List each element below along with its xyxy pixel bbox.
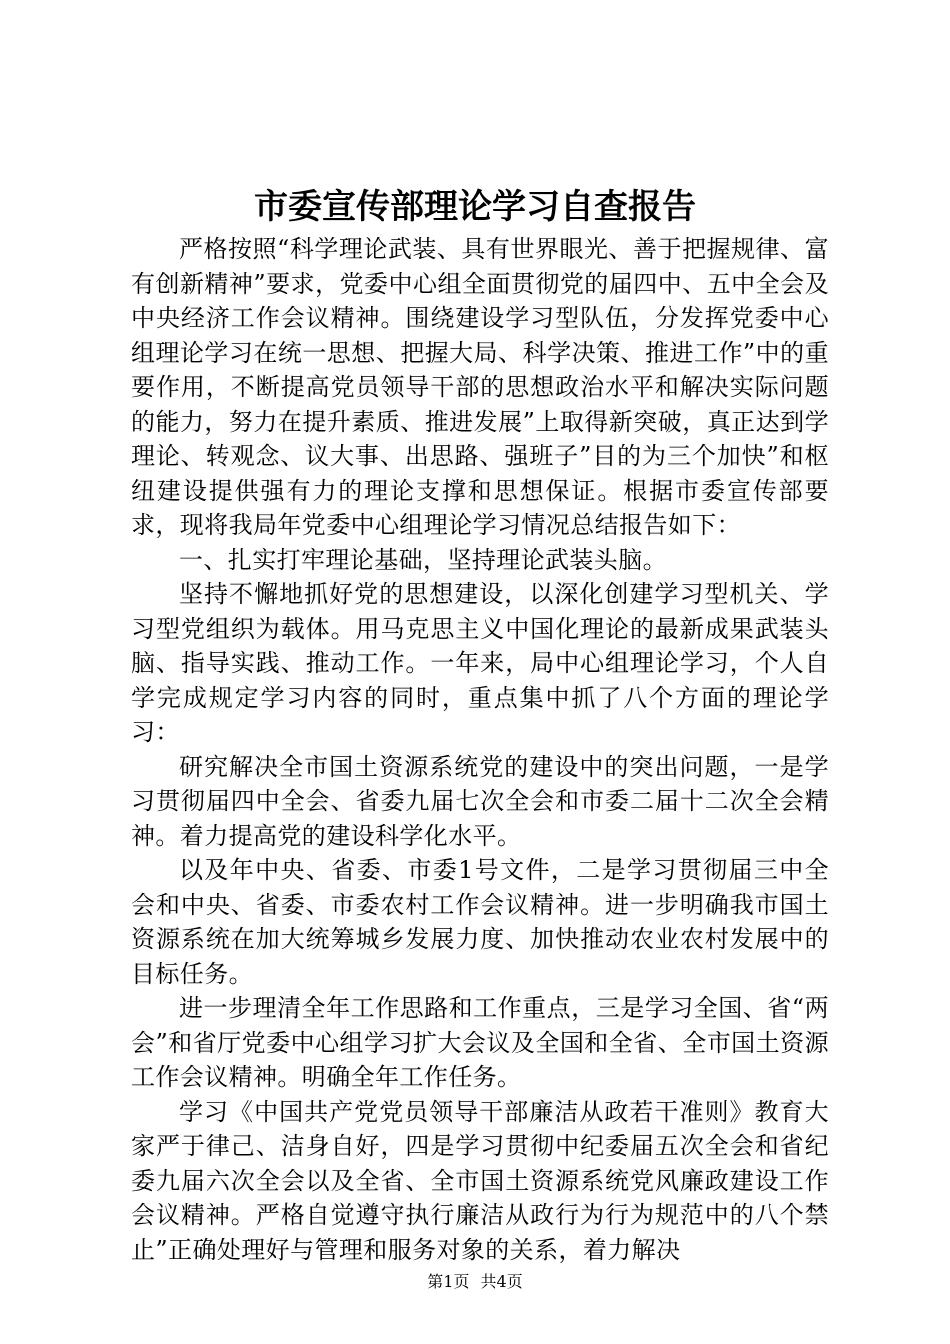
document-body bbox=[131, 232, 829, 1267]
paragraph-intro: 严格按照“科学理论武装、具有世界眼光、善于把握规律、富有创新精神”要求，党委中心组全面贯彻党的届四中、五中全会及中央经济工作会议精神。围绕建设学习型队伍，分发挥党委中心组理论学习在统一思想、把握大局、科学决策、推进工作”中的重要作用，不断提高党员领导干部的思想政治水平和解决实际问题的能力，努力在提升素质、推进发展”上取得新突破，真正达到学理论、转观念、议大事、出思路、强班子”目的为三个加快”和枢纽建设提供强有力的理论支撑和思想保证。根据市委宣传部要求，现将我局年党委中心组理论学习情况总结报告如下： bbox=[131, 235, 829, 539]
page-footer bbox=[0, 1271, 950, 1293]
paragraph-section-heading: 一、扎实打牢理论基础，坚持理论武装头脑。 bbox=[179, 545, 667, 574]
page-total: 共4页 bbox=[480, 1272, 523, 1291]
page-number: 第1页 bbox=[427, 1272, 470, 1291]
paragraph-item-one: 研究解决全市国土资源系统党的建设中的突出问题，一是学习贯彻届四中全会、省委九届七次全会和市委二届十二次全会精神。着力提高党的建设科学化水平。 bbox=[131, 752, 829, 850]
paragraph-item-four: 学习《中国共产党党员领导干部廉洁从政若干准则》教育大家严于律己、洁身自好，四是学习贯彻中纪委届五次全会和省纪委九届六次全会以及全省、全市国土资源系统党风廉政建设工作会议精神。严格自觉遵守执行廉洁从政行为行为规范中的八个禁止”正确处理好与管理和服务对象的关系，着力解决 bbox=[131, 1097, 829, 1264]
paragraph-item-two: 以及年中央、省委、市委1号文件，二是学习贯彻届三中全会和中央、省委、市委农村工作会议精神。进一步明确我市国土资源系统在加大统筹城乡发展力度、加快推动农业农村发展中的目标任务。 bbox=[131, 856, 829, 988]
document-title: 市委宣传部理论学习自查报告 bbox=[254, 187, 696, 227]
paragraph-item-three: 进一步理清全年工作思路和工作重点，三是学习全国、省“两会”和省厅党委中心组学习扩大会议及全国和全省、全市国土资源工作会议精神。明确全年工作任务。 bbox=[131, 994, 829, 1091]
paragraph-theory-study: 坚持不懈地抓好党的思想建设，以深化创建学习型机关、学习型党组织为载体。用马克思主义中国化理论的最新成果武装头脑、指导实践、推动工作。一年来，局中心组理论学习，个人自学完成规定学习内容的同时，重点集中抓了八个方面的理论学习： bbox=[131, 580, 829, 746]
